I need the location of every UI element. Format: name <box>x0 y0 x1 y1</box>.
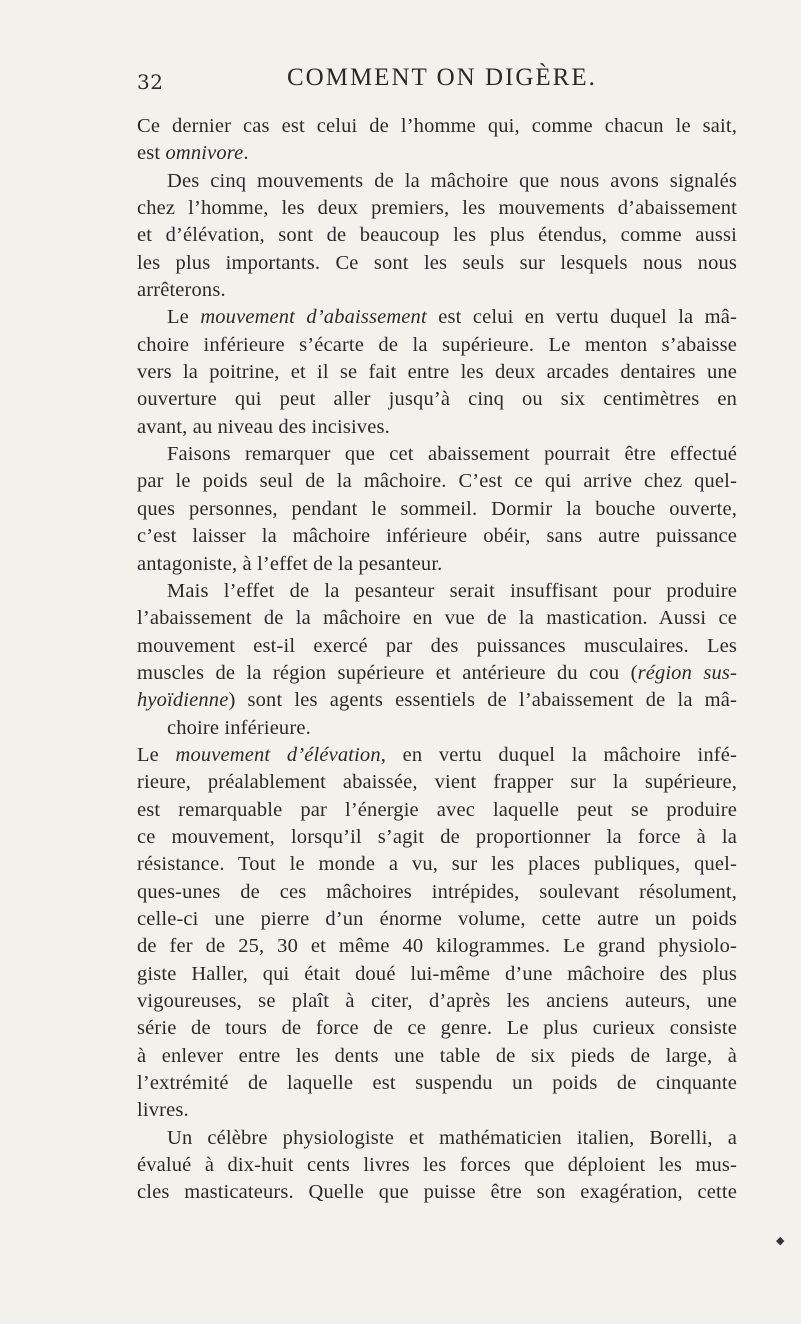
text-line <box>137 633 737 660</box>
text-line <box>137 660 737 687</box>
text-segment: mouvement est-il exercé par des puissances musculaires. Les <box>137 634 737 657</box>
text-segment: série de tours de force de ce genre. Le plus curieux consiste <box>137 1017 737 1040</box>
page-header <box>137 64 737 96</box>
italic-term: omnivore <box>165 142 244 165</box>
text-segment: avant, au niveau des incisives. <box>137 415 390 438</box>
text-line <box>137 879 737 906</box>
text-line <box>137 551 737 578</box>
text-segment: . <box>243 142 249 165</box>
text-segment: choire inférieure. <box>167 716 311 739</box>
text-line <box>137 769 737 796</box>
text-segment: muscles de la région supérieure et antérieure du cou ( <box>137 661 638 684</box>
text-line <box>137 168 737 195</box>
text-line <box>137 1125 737 1152</box>
text-segment: l’abaissement de la mâchoire en vue de la mastication. Aussi ce <box>137 607 737 630</box>
text-line <box>137 359 737 386</box>
printer-ornament: ◆ <box>776 1234 785 1247</box>
italic-term: région sus- <box>637 661 737 684</box>
text-segment: celle-ci une pierre d’un énorme volume, cette autre un poids <box>137 907 737 930</box>
text-line <box>137 1015 737 1042</box>
text-segment: est celui en vertu duquel la mâ- <box>426 306 738 329</box>
text-segment: rieure, préalablement abaissée, vient frapper sur la supérieure, <box>137 771 737 794</box>
text-segment: Mais l’effet de la pesanteur serait insuffisant pour produire <box>167 579 737 602</box>
text-line <box>137 824 737 851</box>
text-segment: et d’élévation, sont de beaucoup les plus étendus, comme aussi <box>137 224 737 247</box>
text-line <box>137 742 737 769</box>
text-segment: Faisons remarquer que cet abaissement pourrait être effectué <box>167 443 737 466</box>
text-segment: Ce dernier cas est celui de l’homme qui, comme chacun le sait, <box>137 115 737 137</box>
text-line <box>137 277 737 304</box>
text-line <box>137 1070 737 1097</box>
text-line <box>137 1043 737 1070</box>
text-line <box>137 1097 737 1124</box>
text-segment: arrêterons. <box>137 279 226 302</box>
text-line <box>137 386 737 413</box>
text-line <box>137 523 737 550</box>
text-segment: est remarquable par l’énergie avec laquelle peut se produire <box>137 798 737 821</box>
text-line <box>137 304 737 331</box>
text-line <box>137 687 737 714</box>
text-segment: par le poids seul de la mâchoire. C’est ce qui arrive chez quel- <box>137 470 737 493</box>
text-line <box>137 496 737 523</box>
text-line <box>137 140 737 167</box>
text-segment: Des cinq mouvements de la mâchoire que nous avons signalés <box>167 169 737 192</box>
text-segment: Le <box>137 743 176 766</box>
italic-term: mouvement d’abaissement <box>200 306 427 329</box>
text-segment: chez l’homme, les deux premiers, les mouvements d’abaissement <box>137 197 737 220</box>
text-segment: les plus importants. Ce sont les seuls sur lesquels nous nous <box>137 251 737 274</box>
italic-term: hyoïdienne <box>137 689 229 712</box>
running-title: COMMENT ON DIGÈRE. <box>287 64 597 91</box>
text-segment: ques-unes de ces mâchoires intrépides, soulevant résolument, <box>137 880 737 903</box>
text-segment: ) sont les agents essentiels de l’abaissement de la mâ- <box>228 689 737 712</box>
text-line <box>137 988 737 1015</box>
text-line <box>137 1152 737 1179</box>
text-segment: choire inférieure s’écarte de la supérieure. Le menton s’abaisse <box>137 333 737 356</box>
text-line <box>137 906 737 933</box>
text-line <box>137 222 737 249</box>
text-line <box>137 961 737 988</box>
text-line <box>137 1179 737 1206</box>
text-line <box>137 250 737 277</box>
text-segment: ouverture qui peut aller jusqu’à cinq ou six centimètres en <box>137 388 737 411</box>
text-line <box>137 414 737 441</box>
text-segment: à enlever entre les dents une table de six pieds de large, à <box>137 1044 737 1067</box>
text-line <box>137 933 737 960</box>
text-segment: vers la poitrine, et il se fait entre les deux arcades dentaires une <box>137 361 737 384</box>
text-segment: livres. <box>137 1099 189 1122</box>
text-line <box>137 468 737 495</box>
text-line <box>137 578 737 605</box>
text-segment: Le <box>167 306 201 329</box>
page-number: 32 <box>137 70 164 94</box>
text-line <box>137 113 737 140</box>
text-segment: antagoniste, à l’effet de la pesanteur. <box>137 552 443 575</box>
text-segment: de fer de 25, 30 et même 40 kilogrammes. Le grand physiolo- <box>137 935 737 958</box>
text-segment: cles masticateurs. Quelle que puisse être son exagération, cette <box>137 1181 737 1204</box>
text-segment: évalué à dix-huit cents livres les forces que déploient les mus- <box>137 1154 737 1177</box>
text-segment: vigoureuses, se plaît à citer, d’après les anciens auteurs, une <box>137 990 737 1012</box>
text-segment: c’est laisser la mâchoire inférieure obéir, sans autre puissance <box>137 525 737 548</box>
text-line <box>137 797 737 824</box>
italic-term: mouvement d’élévation <box>175 743 381 766</box>
text-segment: est <box>137 142 166 165</box>
text-line <box>137 195 737 222</box>
text-segment: , en vertu duquel la mâchoire infé- <box>380 743 737 766</box>
text-segment: Un célèbre physiologiste et mathématicien italien, Borelli, a <box>167 1126 737 1149</box>
text-line <box>137 332 737 359</box>
text-segment: l’extrémité de laquelle est suspendu un poids de cinquante <box>137 1072 737 1095</box>
text-line <box>137 605 737 632</box>
text-line <box>137 715 737 742</box>
text-segment: résistance. Tout le monde a vu, sur les places publiques, quel- <box>137 853 737 876</box>
text-segment: ce mouvement, lorsqu’il s’agit de proportionner la force à la <box>137 825 737 848</box>
body-text <box>137 113 737 1207</box>
text-line <box>137 441 737 468</box>
text-segment: ques personnes, pendant le sommeil. Dormir la bouche ouverte, <box>137 497 737 520</box>
text-line <box>137 851 737 878</box>
text-segment: giste Haller, qui était doué lui-même d’une mâchoire des plus <box>137 962 737 985</box>
